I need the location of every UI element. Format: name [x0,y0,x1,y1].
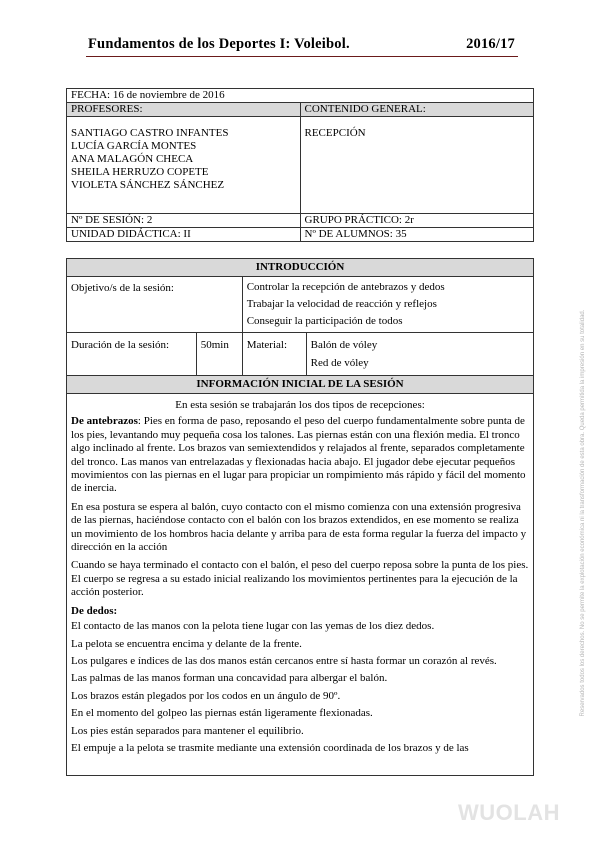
profesor-name: SANTIAGO CASTRO INFANTES [71,127,229,139]
info-heading: INFORMACIÓN INICIAL DE LA SESIÓN [67,376,534,394]
unidad-cell: UNIDAD DIDÁCTICA: II [67,228,301,242]
profesor-name: ANA MALAGÓN CHECA [71,153,194,165]
dedos-item: Los pies están separados para mantener el equilibrio. [71,724,304,737]
header-year: 2016/17 [466,36,515,52]
contenido-label: CONTENIDO GENERAL: [300,103,534,117]
rights-watermark [578,250,586,780]
profesores-label: PROFESORES: [67,103,301,117]
dedos-label-text: De dedos: [71,604,118,617]
profesor-name: SHEILA HERRUZO COPETE [71,166,209,178]
antebrazos-text: : Pies en forma de paso, reposando el peso del cuerpo fundamentalmente sobre punta de los pies, levantando muy pequeña cosa los talones. Las piernas están con una flexión media. El tronco algo inclinado al frente. Los brazos van semiextendidos y relajados al frente, separados completamente del tronco. Las manos van entrelazadas y flexionadas hacia abajo. El jugador debe ejecutar pequeños movimientos con las piernas en el lugar para propiciar un rompimiento más rápido y fácil del momento de inercia. [71,415,526,495]
profesores-cell [67,117,301,214]
wuolah-logo: WUOLAH [458,800,560,825]
session-table [66,88,534,242]
dedos-item: El contacto de las manos con la pelota tiene lugar con las yemas de los diez dedos. [71,620,435,633]
material-item: Balón de vóley [310,339,378,351]
dedos-item: Los pulgares e índices de las dos manos están cercanos entre sí hasta formar un corazón al revés. [71,654,497,667]
info-lead: En esta sesión se trabajarán los dos tipos de recepciones: [175,399,425,411]
header-title: Fundamentos de los Deportes I: Voleibol. [88,36,350,52]
contenido-cell: RECEPCIÓN [300,117,534,214]
profesor-name: LUCÍA GARCÍA MONTES [71,140,197,152]
dedos-item: La pelota se encuentra encima y delante de la frente. [71,637,302,650]
dedos-item: En el momento del golpeo las piernas están ligeramente flexionadas. [71,707,373,720]
material-item: Red de vóley [310,357,369,369]
objetivos-list [242,277,533,333]
alumnos-cell: Nº DE ALUMNOS: 35 [300,228,534,242]
intro-heading: INTRODUCCIÓN [67,259,534,277]
material-list [306,333,533,376]
objetivo-item: Trabajar la velocidad de reacción y reflejos [246,298,437,310]
session-plan-table [66,258,534,776]
info-body [67,394,534,776]
header-rule [86,56,518,57]
antebrazos-label: De antebrazos [71,415,138,428]
dedos-item: El empuje a la pelota se trasmite mediante una extensión coordinada de los brazos y de las [71,741,469,754]
antebrazos-paragraph [71,415,529,495]
objetivo-item: Controlar la recepción de antebrazos y dedos [246,281,445,293]
sesion-cell: Nº DE SESIÓN: 2 [67,214,301,228]
dedos-item: Los brazos están plegados por los codos en un ángulo de 90º. [71,689,341,702]
fecha-cell: FECHA: 16 de noviembre de 2016 [67,89,534,103]
material-label: Material: [242,333,306,376]
profesor-name: VIOLETA SÁNCHEZ SÁNCHEZ [71,179,225,191]
objetivos-label: Objetivo/s de la sesión: [67,277,243,333]
duracion-label: Duración de la sesión: [67,333,197,376]
rights-watermark-text: Reservados todos los derechos. No se permite la explotación económica ni la transformación de esta obra. Queda permitida la impresión en su totalidad. [580,309,586,717]
duracion-value: 50min [196,333,242,376]
info-paragraph: En esa postura se espera al balón, cuyo contacto con el mismo comienza con una extensión progresiva de las piernas, haciéndose contacto con el balón con los brazos extendidos, en ese momento se realiza un movimiento de los hombros hacia delante y arriba para de esta forma regular la fuerza del impacto y dirección en la acción [71,500,527,554]
dedos-item: Las palmas de las manos forman una concavidad para albergar el balón. [71,672,388,685]
objetivo-item: Conseguir la participación de todos [246,315,403,327]
grupo-cell: GRUPO PRÁCTICO: 2r [300,214,534,228]
info-paragraph: Cuando se haya terminado el contacto con el balón, el peso del cuerpo reposa sobre la punta de los pies. El cuerpo se regresa a su estado inicial realizando los movimientos pertinentes para la ejecución de la acción posterior. [71,559,529,599]
dedos-label [71,605,529,618]
page-header [88,36,517,53]
